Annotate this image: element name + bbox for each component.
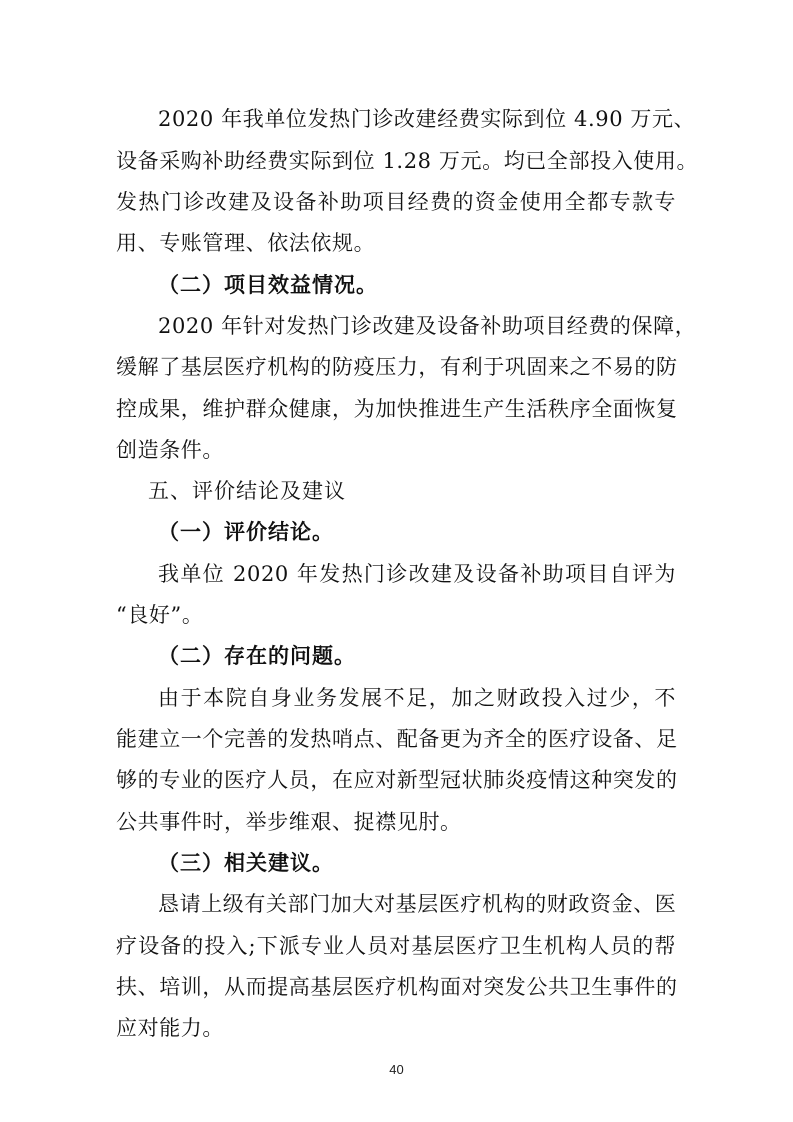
subheading-evaluation-conclusion: （一）评价结论。 <box>158 520 334 544</box>
paragraph-line: 恳请上级有关部门加大对基层医疗机构的财政资金、医 <box>158 892 677 916</box>
paragraph-line: 能建立一个完善的发热哨点、配备更为齐全的医疗设备、足 <box>116 727 678 751</box>
paragraph-line: “良好”。 <box>116 603 204 627</box>
section-heading-conclusion: 五、评价结论及建议 <box>148 479 346 503</box>
paragraph-line: 发热门诊改建及设备补助项目经费的资金使用全都专款专 <box>116 190 676 214</box>
paragraph-line: 扶、培训，从而提高基层医疗机构面对突发公共卫生事件的 <box>116 975 678 999</box>
subheading-existing-problems: （二）存在的问题。 <box>158 644 356 668</box>
paragraph-line: 控成果，维护群众健康，为加快推进生产生活秩序全面恢复 <box>116 397 678 421</box>
paragraph-line: 2020 年针对发热门诊改建及设备补助项目经费的保障， <box>158 314 697 338</box>
paragraph-line: 公共事件时，举步维艰、捉襟见肘。 <box>116 810 462 834</box>
paragraph-line: 2020 年我单位发热门诊改建经费实际到位 4.90 万元、 <box>158 107 696 131</box>
paragraph-line: 缓解了基层医疗机构的防疫压力，有利于巩固来之不易的防 <box>116 355 678 379</box>
page-number: 40 <box>389 1062 404 1077</box>
subheading-suggestions: （三）相关建议。 <box>158 851 334 875</box>
paragraph-line: 疗设备的投入;下派专业人员对基层医疗卫生机构人员的帮 <box>116 934 676 958</box>
paragraph-line: 应对能力。 <box>116 1016 224 1040</box>
paragraph-line: 创造条件。 <box>116 438 224 462</box>
paragraph-line: 够的专业的医疗人员，在应对新型冠状肺炎疫情这种突发的 <box>116 768 678 792</box>
paragraph-line: 设备采购补助经费实际到位 1.28 万元。均已全部投入使用。 <box>116 149 699 173</box>
subheading-project-benefits: （二）项目效益情况。 <box>158 273 378 297</box>
paragraph-line: 由于本院自身业务发展不足，加之财政投入过少，不 <box>158 686 676 710</box>
paragraph-line: 用、专账管理、依法依规。 <box>116 231 376 255</box>
paragraph-line: 我单位 2020 年发热门诊改建及设备补助项目自评为 <box>158 562 676 586</box>
